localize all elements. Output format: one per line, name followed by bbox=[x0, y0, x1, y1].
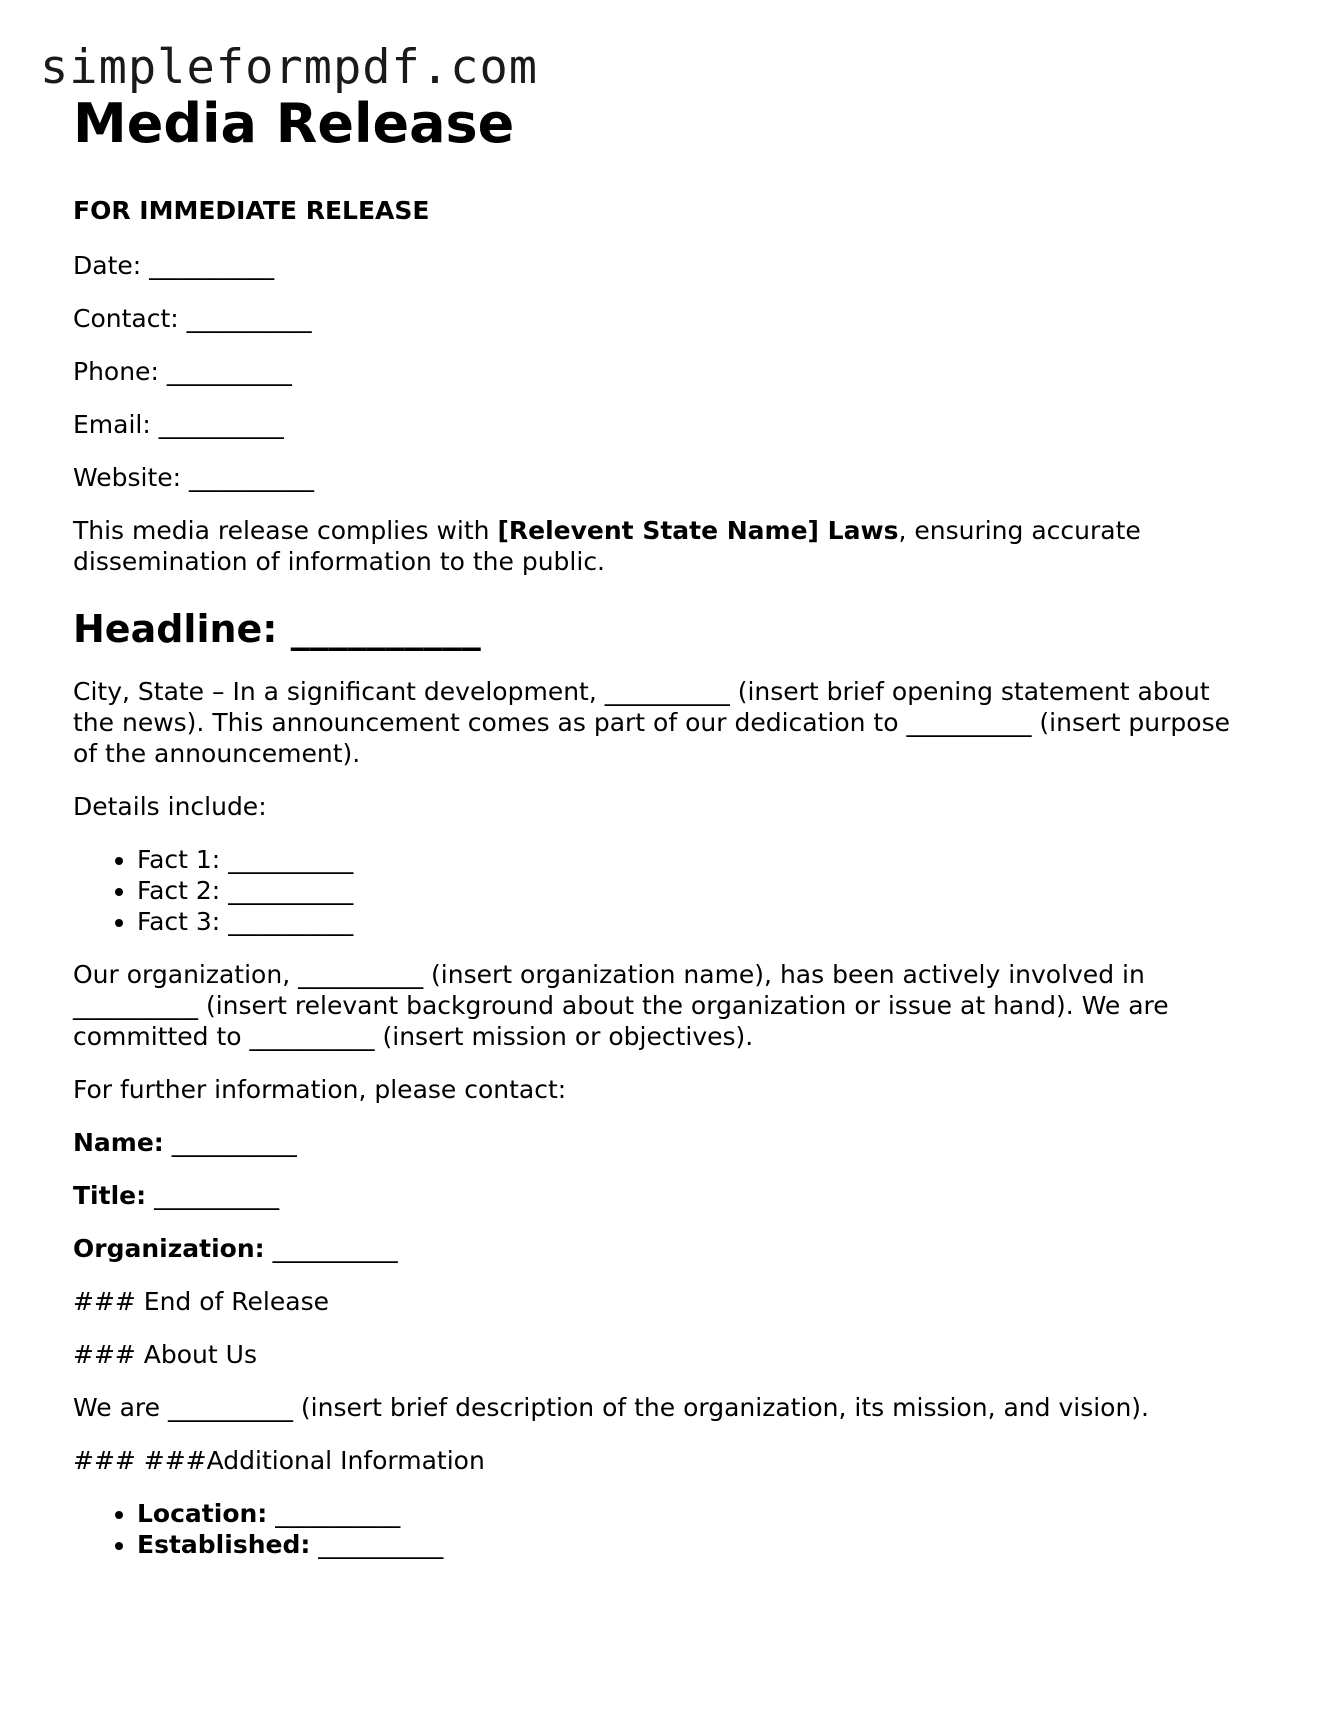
org-mission-blank[interactable]: __________ bbox=[249, 1022, 375, 1051]
fact-1-blank[interactable]: __________ bbox=[228, 845, 354, 874]
phone-field bbox=[73, 356, 1253, 387]
list-item bbox=[137, 875, 1253, 906]
additional-info-list bbox=[73, 1498, 1253, 1560]
date-blank[interactable]: __________ bbox=[149, 251, 275, 280]
about-paragraph bbox=[73, 1392, 1253, 1423]
facts-list bbox=[73, 844, 1253, 937]
date-label: Date: bbox=[73, 251, 142, 280]
fact-3-label: Fact 3: bbox=[137, 907, 221, 936]
list-item bbox=[137, 844, 1253, 875]
contact-title-label: Title: bbox=[73, 1181, 147, 1210]
headline-label: Headline: bbox=[73, 607, 278, 651]
established-label: Established: bbox=[137, 1530, 311, 1559]
fact-3-blank[interactable]: __________ bbox=[228, 907, 354, 936]
contact-title-blank[interactable]: __________ bbox=[154, 1181, 280, 1210]
contact-name-field bbox=[73, 1127, 1253, 1158]
email-label: Email: bbox=[73, 410, 151, 439]
organization-paragraph bbox=[73, 959, 1253, 1052]
intro-paragraph bbox=[73, 676, 1253, 769]
location-label: Location: bbox=[137, 1499, 268, 1528]
website-blank[interactable]: __________ bbox=[189, 463, 315, 492]
date-field bbox=[73, 250, 1253, 281]
contact-prompt: For further information, please contact: bbox=[73, 1075, 567, 1104]
list-item bbox=[137, 1529, 1253, 1560]
additional-info-heading: ### ###Additional Information bbox=[73, 1446, 485, 1475]
compliance-text-end: , ensuring accurate dissemination of information to the public. bbox=[73, 516, 1141, 576]
contact-label: Contact: bbox=[73, 304, 179, 333]
page-title: Media Release bbox=[73, 92, 515, 155]
opening-statement-blank[interactable]: __________ bbox=[604, 677, 730, 706]
org-text-3: (insert relevant background about the organization or issue at hand). We are committed to bbox=[73, 991, 1169, 1051]
details-label: Details include: bbox=[73, 792, 267, 821]
list-item bbox=[137, 906, 1253, 937]
compliance-state-laws: [Relevent State Name] Laws bbox=[497, 516, 899, 545]
contact-name-blank[interactable]: __________ bbox=[171, 1128, 297, 1157]
contact-organization-blank[interactable]: __________ bbox=[272, 1234, 398, 1263]
contact-title-field bbox=[73, 1180, 1253, 1211]
document-page bbox=[73, 88, 1253, 1560]
compliance-text-start: This media release complies with bbox=[73, 516, 498, 545]
about-text-1: We are bbox=[73, 1393, 168, 1422]
fact-2-label: Fact 2: bbox=[137, 876, 221, 905]
org-text-1: Our organization, bbox=[73, 960, 299, 989]
org-name-blank[interactable]: __________ bbox=[298, 960, 424, 989]
headline-blank[interactable]: __________ bbox=[290, 607, 481, 651]
headline-heading bbox=[73, 604, 1253, 654]
about-description-blank[interactable]: __________ bbox=[167, 1393, 293, 1422]
list-item bbox=[137, 1498, 1253, 1529]
phone-blank[interactable]: __________ bbox=[166, 357, 292, 386]
fact-1-label: Fact 1: bbox=[137, 845, 221, 874]
location-blank[interactable]: __________ bbox=[275, 1499, 401, 1528]
contact-blank[interactable]: __________ bbox=[186, 304, 312, 333]
end-of-release: ### End of Release bbox=[73, 1287, 329, 1316]
compliance-statement bbox=[73, 515, 1253, 577]
release-label: FOR IMMEDIATE RELEASE bbox=[73, 196, 430, 225]
website-label: Website: bbox=[73, 463, 182, 492]
contact-name-label: Name: bbox=[73, 1128, 164, 1157]
established-blank[interactable]: __________ bbox=[318, 1530, 444, 1559]
purpose-blank[interactable]: __________ bbox=[906, 708, 1032, 737]
intro-text-2: (insert brief opening statement about the news). This announcement comes as part of our dedication to bbox=[73, 677, 1210, 737]
contact-organization-field bbox=[73, 1233, 1253, 1264]
email-blank[interactable]: __________ bbox=[158, 410, 284, 439]
org-text-2: (insert organization name), has been actively involved in bbox=[423, 960, 1145, 989]
email-field bbox=[73, 409, 1253, 440]
contact-organization-label: Organization: bbox=[73, 1234, 265, 1263]
phone-label: Phone: bbox=[73, 357, 159, 386]
about-text-2: (insert brief description of the organization, its mission, and vision). bbox=[292, 1393, 1149, 1422]
intro-text-1: City, State – In a significant development, bbox=[73, 677, 605, 706]
watermark-text: simpleformpdf.com bbox=[40, 40, 539, 95]
org-background-blank[interactable]: __________ bbox=[73, 991, 198, 1020]
website-field bbox=[73, 462, 1253, 493]
intro-text-3: (insert purpose of the announcement). bbox=[73, 708, 1230, 768]
org-text-4: (insert mission or objectives). bbox=[374, 1022, 754, 1051]
about-us-heading: ### About Us bbox=[73, 1340, 257, 1369]
contact-field bbox=[73, 303, 1253, 334]
fact-2-blank[interactable]: __________ bbox=[228, 876, 354, 905]
